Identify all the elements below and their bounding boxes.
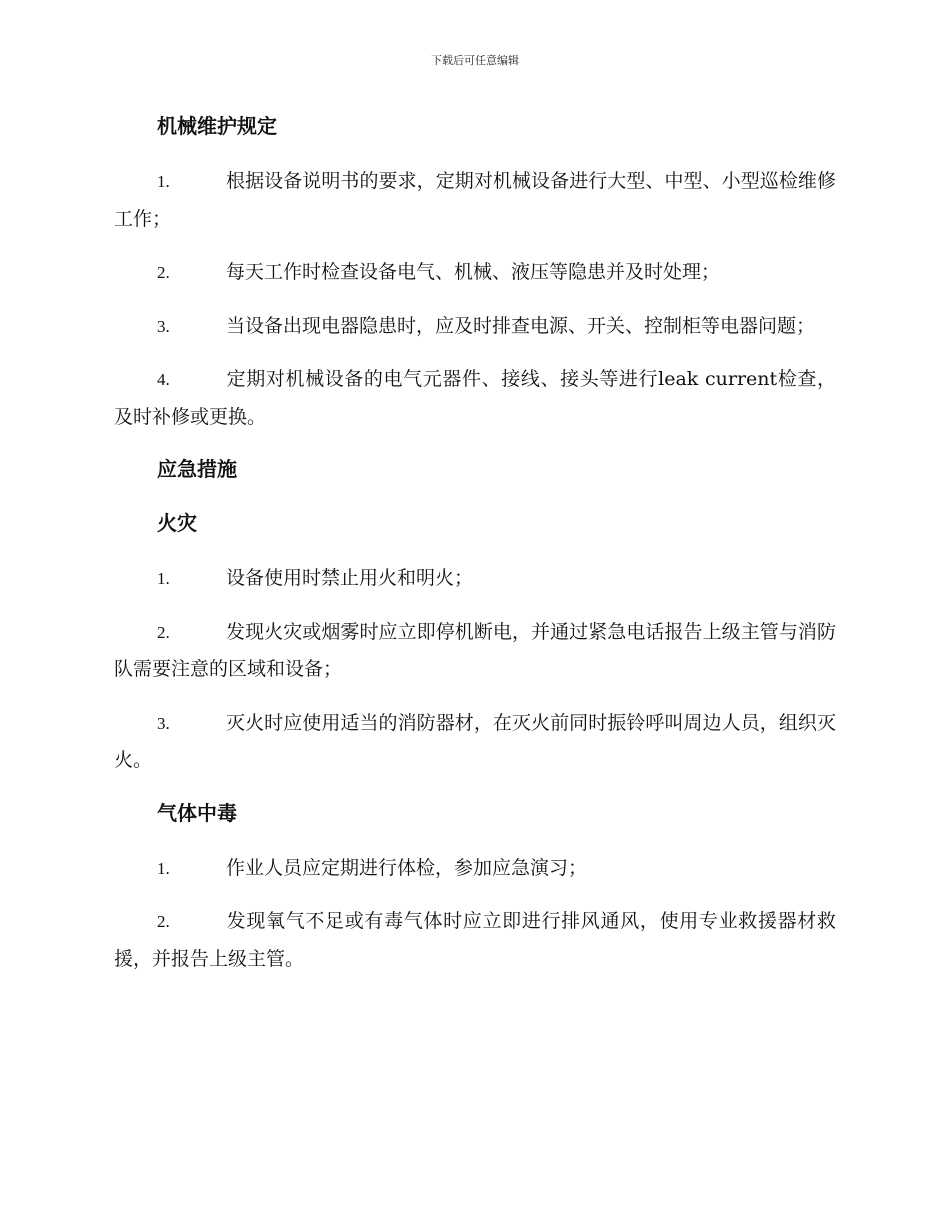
document-body: [114, 109, 836, 994]
item-text: 发现氧气不足或有毒气体时应立即进行排风通风，使用专业救援器材救援，并报告上级主管。: [114, 910, 836, 970]
page-header: 下载后可任意编辑: [431, 54, 519, 67]
item-number: 1.: [157, 172, 170, 191]
item-number: 3.: [157, 316, 170, 336]
list-item: [114, 163, 836, 238]
section-title-emergency: 应急措施: [157, 457, 237, 481]
item-text: 根据设备说明书的要求，定期对机械设备进行大型、中型、小型巡检维修工作；: [114, 170, 836, 230]
list-item: [114, 361, 836, 436]
item-number: 3.: [157, 713, 170, 733]
item-number: 1.: [157, 569, 170, 588]
list-item: [114, 850, 836, 888]
item-text: 每天工作时检查设备电气、机械、液压等隐患并及时处理；: [226, 261, 721, 283]
section-title-fire: 火灾: [157, 511, 197, 535]
item-text: 设备使用时禁止用火和明火；: [226, 567, 474, 589]
item-text: 当设备出现电器隐患时，应及时排查电源、开关、控制柜等电器问题；: [226, 314, 816, 337]
item-text: 灭火时应使用适当的消防器材，在灭火前同时振铃呼叫周边人员，组织灭火。: [114, 711, 836, 771]
list-item: [114, 903, 836, 978]
list-item: [114, 254, 836, 292]
section-title-maintenance: 机械维护规定: [157, 114, 277, 138]
section-title-gas-poisoning: 气体中毒: [157, 800, 237, 825]
item-text: 定期对机械设备的电气元器件、接线、接头等进行leak current检查，及时补修或更换。: [114, 368, 836, 428]
item-number: 2.: [157, 622, 170, 642]
item-number: 2.: [157, 263, 170, 282]
item-number: 2.: [157, 912, 170, 931]
list-item: [114, 705, 836, 780]
list-item: [114, 560, 836, 598]
item-text: 作业人员应定期进行体检，参加应急演习；: [226, 856, 588, 879]
item-number: 4.: [157, 370, 170, 389]
item-text: 发现火灾或烟雾时应立即停机断电，并通过紧急电话报告上级主管与消防队需要注意的区域和设备；: [114, 620, 836, 680]
item-number: 1.: [157, 858, 170, 878]
list-item: [114, 308, 836, 346]
list-item: [114, 614, 836, 689]
